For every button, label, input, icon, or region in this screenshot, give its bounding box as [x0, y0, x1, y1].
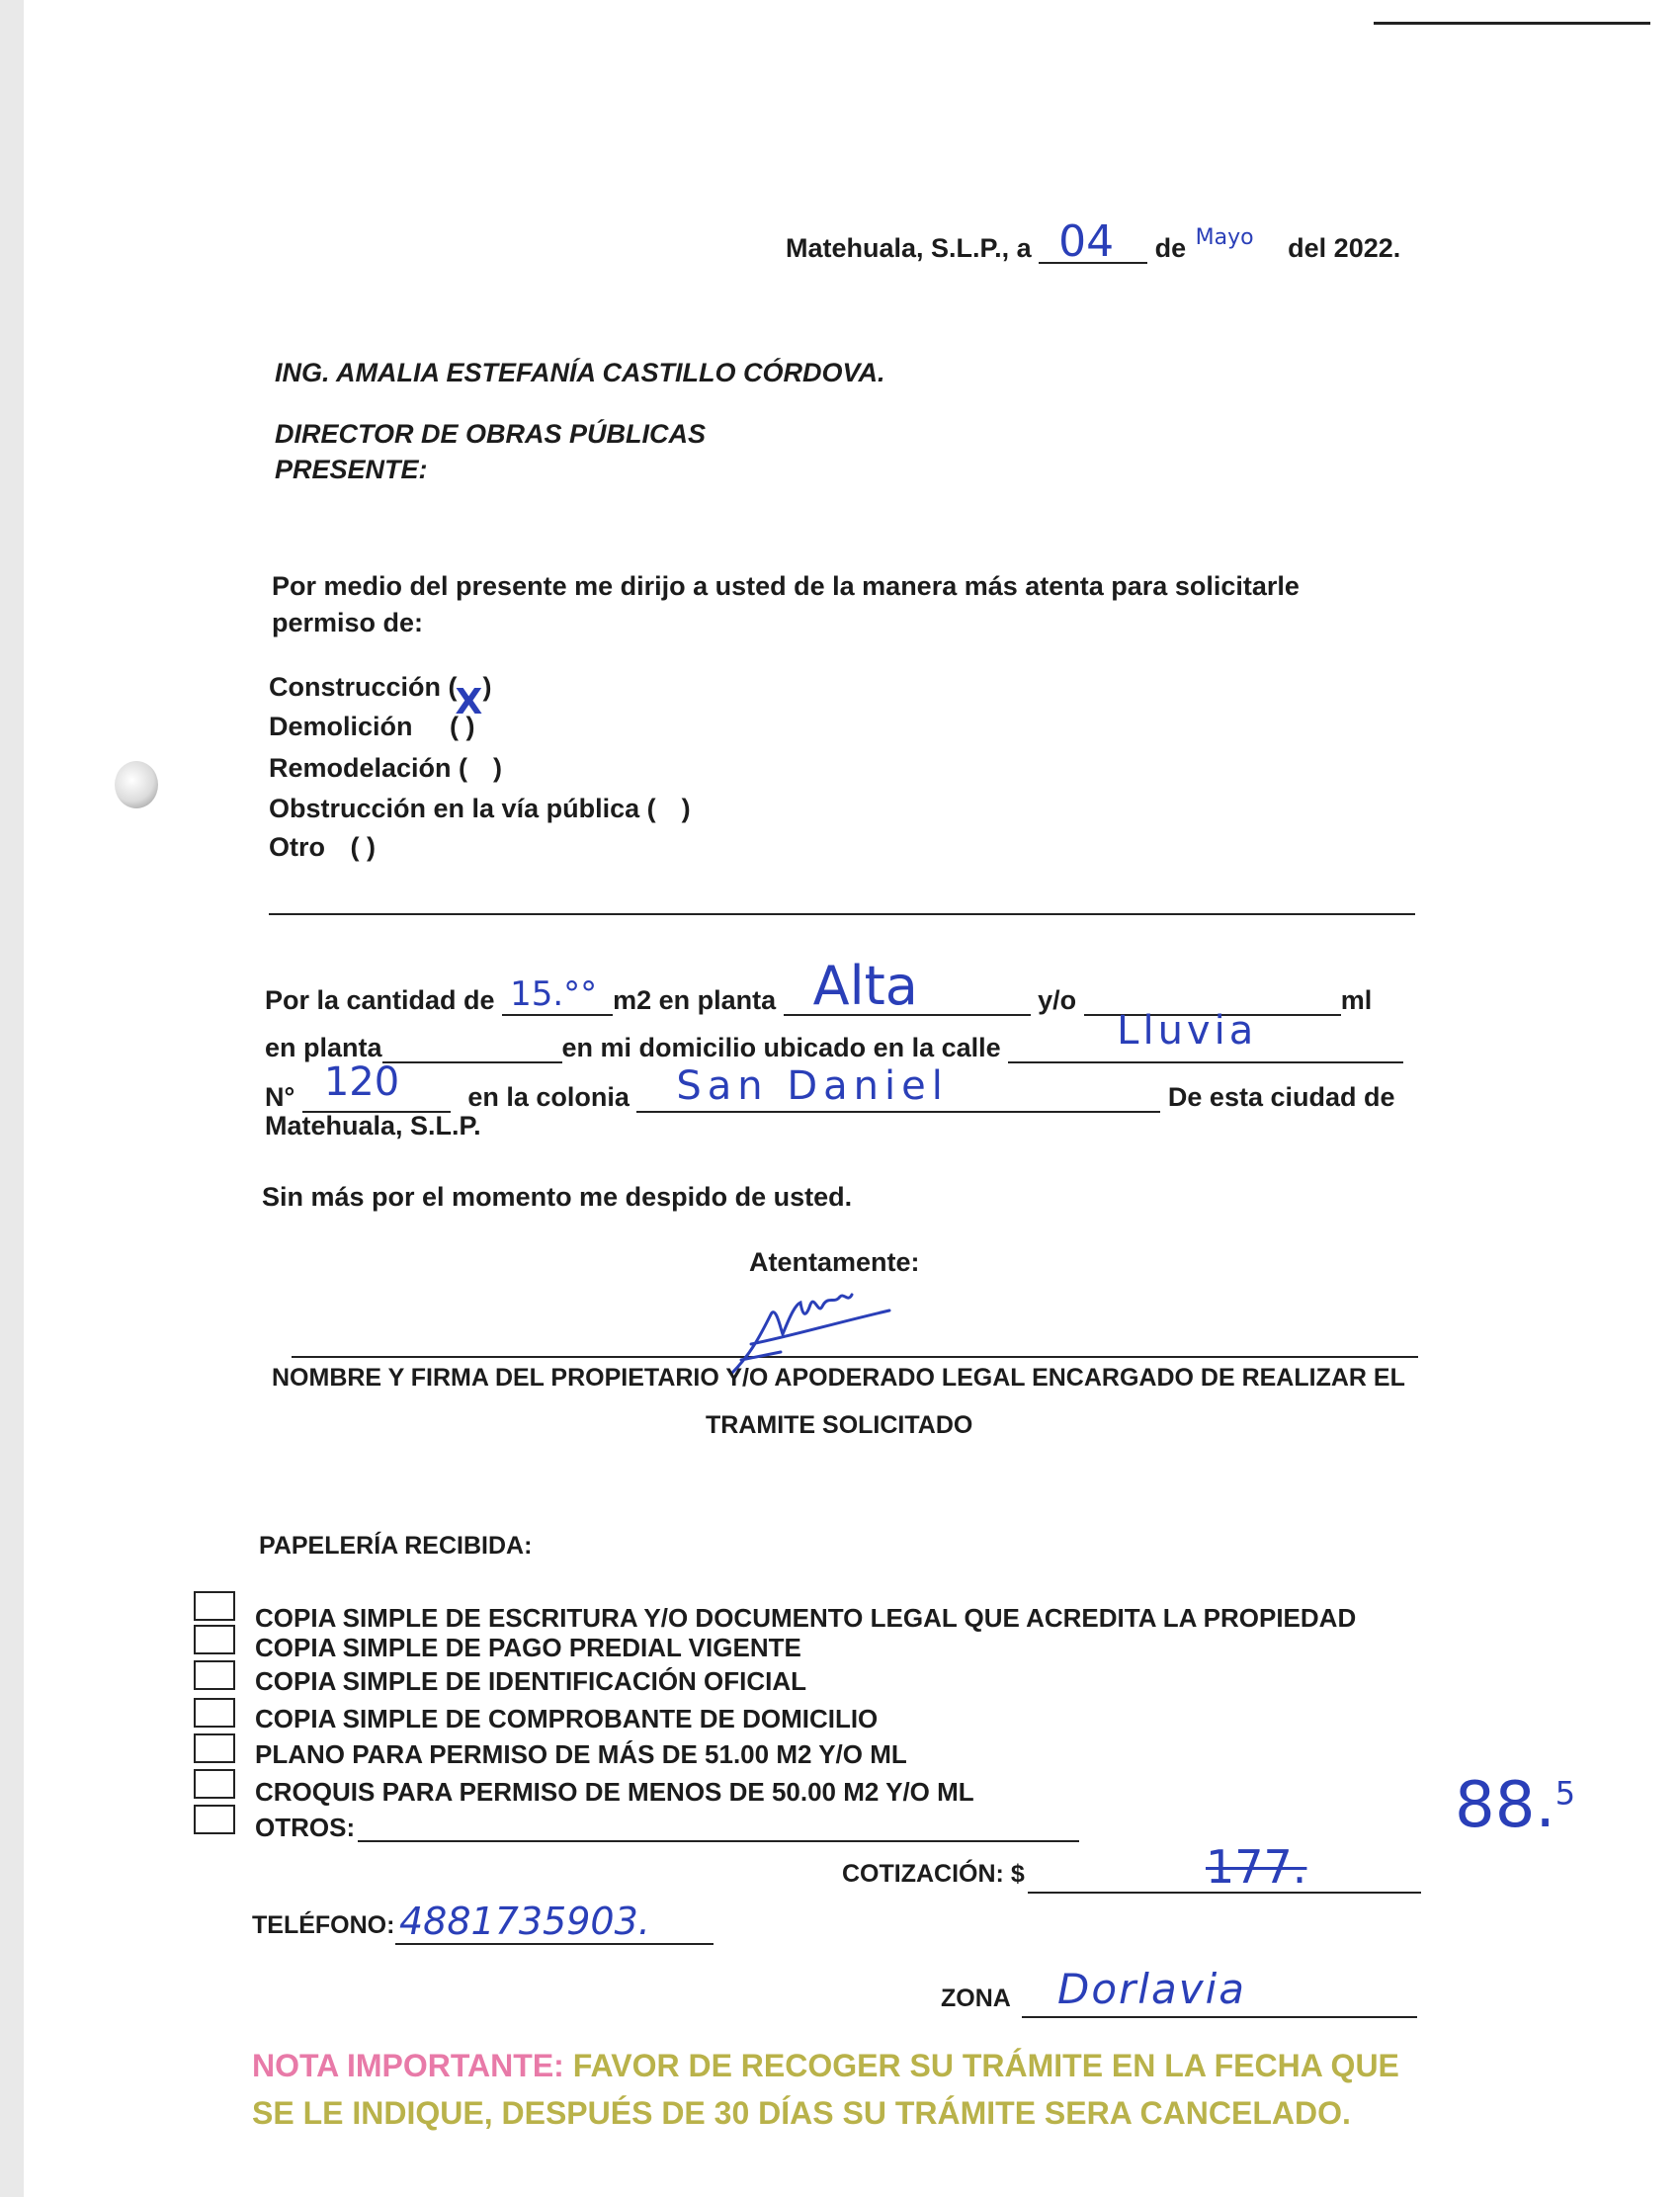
request-line-2: permiso de: [272, 608, 424, 637]
checkbox-escritura[interactable] [194, 1591, 235, 1621]
doc-item-escritura: COPIA SIMPLE DE ESCRITURA Y/O DOCUMENTO LEGAL QUE ACREDITA LA PROPIEDAD [255, 1603, 1357, 1633]
option-remodelacion[interactable] [269, 753, 502, 784]
checkbox-croquis[interactable] [194, 1769, 235, 1799]
doc-item-identificacion: COPIA SIMPLE DE IDENTIFICACIÓN OFICIAL [255, 1666, 807, 1696]
nota-label: NOTA IMPORTANTE: [252, 2048, 564, 2083]
construccion-check-mark: X [455, 682, 483, 722]
zona-label: ZONA [941, 1985, 1011, 2012]
planta-value: Alta [812, 955, 918, 1017]
signature-caption-1: NOMBRE Y FIRMA DEL PROPIETARIO Y/O APODERADO LEGAL ENCARGADO DE REALIZAR EL [272, 1364, 1405, 1392]
top-edge-line [1374, 22, 1650, 25]
option-otro-parens: ( ) [350, 832, 376, 862]
option-otro[interactable] [269, 832, 376, 863]
addressee-presente: PRESENTE: [275, 455, 428, 484]
zona-value: Dorlavia [1057, 1965, 1246, 2013]
doc-item-plano: PLANO PARA PERMISO DE MÁS DE 51.00 M2 Y/O ML [255, 1739, 907, 1769]
cantidad-field[interactable] [502, 974, 613, 1016]
zona-line[interactable] [1022, 2016, 1417, 2018]
month-field[interactable] [1194, 227, 1281, 257]
otro-description-line[interactable] [269, 913, 1415, 915]
domicilio-label: en mi domicilio ubicado en la calle [561, 1033, 1001, 1062]
doc-item-predial: COPIA SIMPLE DE PAGO PREDIAL VIGENTE [255, 1633, 801, 1662]
atentamente-text: Atentamente: [749, 1247, 920, 1277]
checkbox-otros[interactable] [194, 1805, 235, 1834]
day-value: 04 [1058, 216, 1115, 267]
cantidad-value: 15.°° [510, 974, 598, 1014]
nota-text-1: FAVOR DE RECOGER SU TRÁMITE EN LA FECHA QUE [572, 2048, 1399, 2083]
numero-label: N° [265, 1082, 295, 1112]
place-prefix: Matehuala, S.L.P., a [786, 233, 1032, 263]
yo-label: y/o [1038, 985, 1077, 1015]
de-label: de [1154, 233, 1187, 263]
doc-item-otros: OTROS: [255, 1813, 356, 1842]
checkbox-identificacion[interactable] [194, 1660, 235, 1690]
day-field[interactable] [1039, 216, 1147, 267]
cotizacion-value-sup: 5 [1554, 1774, 1576, 1813]
telefono-label: TELÉFONO: [252, 1911, 395, 1939]
ciudad-label: De esta ciudad de [1167, 1082, 1395, 1112]
option-construccion-label: Construcción ( [269, 672, 458, 702]
checkbox-domicilio[interactable] [194, 1698, 235, 1728]
option-construccion[interactable] [269, 672, 492, 722]
ciudad-value: Matehuala, S.L.P. [265, 1111, 481, 1141]
calle-value: Lluvia [1117, 1008, 1258, 1054]
option-otro-label: Otro [269, 832, 325, 862]
doc-item-domicilio: COPIA SIMPLE DE COMPROBANTE DE DOMICILIO [255, 1704, 879, 1733]
numero-value: 120 [323, 1059, 400, 1105]
option-obstruccion-label: Obstrucción en la vía pública ( [269, 794, 656, 823]
punch-hole [115, 761, 158, 808]
cotizacion-label: COTIZACIÓN: $ [842, 1860, 1025, 1888]
doc-item-croquis: CROQUIS PARA PERMISO DE MENOS DE 50.00 M2 Y/O ML [255, 1777, 974, 1807]
calle-field[interactable] [1008, 1008, 1403, 1063]
option-obstruccion[interactable] [269, 794, 691, 824]
planta-field[interactable] [784, 955, 1031, 1017]
signature-caption-2: TRAMITE SOLICITADO [706, 1411, 973, 1439]
date-line [786, 216, 1401, 267]
telefono-value: 4881735903. [399, 1900, 650, 1943]
papeleria-title: PAPELERÍA RECIBIDA: [259, 1532, 533, 1560]
telefono-line[interactable] [395, 1943, 714, 1945]
option-demolicion-parens: ( ) [450, 712, 475, 741]
ml-label: ml [1340, 985, 1373, 1015]
cantidad-label: Por la cantidad de [265, 985, 495, 1015]
addressee-name: ING. AMALIA ESTEFANÍA CASTILLO CÓRDOVA. [275, 358, 885, 387]
option-construccion-close: ) [482, 672, 492, 702]
m2-label: m2 en planta [613, 985, 777, 1015]
month-value: Mayo [1195, 225, 1254, 250]
nota-text-2: SE LE INDIQUE, DESPUÉS DE 30 DÍAS SU TRÁMITE SERA CANCELADO. [252, 2095, 1351, 2131]
numero-line [265, 1059, 1395, 1113]
year-suffix: del 2022. [1288, 233, 1401, 263]
en-planta-label: en planta [265, 1033, 382, 1062]
farewell-text: Sin más por el momento me despido de usted. [262, 1182, 853, 1212]
domicilio-line [265, 1008, 1403, 1063]
addressee-title: DIRECTOR DE OBRAS PÚBLICAS [275, 419, 707, 449]
scan-edge [0, 0, 24, 2197]
cotizacion-value-main: 88. [1455, 1769, 1555, 1842]
option-demolicion-label: Demolición [269, 712, 413, 741]
request-line-1: Por medio del presente me dirijo a usted de la manera más atenta para solicitarle [272, 571, 1300, 601]
option-obstruccion-close: ) [681, 794, 691, 823]
colonia-field[interactable] [636, 1063, 1160, 1113]
cotizacion-value [1455, 1769, 1575, 1842]
cotizacion-struck-value: 177. [1206, 1840, 1307, 1894]
option-remodelacion-close: ) [493, 753, 503, 783]
checkbox-plano[interactable] [194, 1733, 235, 1763]
option-remodelacion-label: Remodelación ( [269, 753, 468, 783]
colonia-label: en la colonia [467, 1082, 630, 1112]
checkbox-predial[interactable] [194, 1625, 235, 1654]
otros-line[interactable] [358, 1840, 1079, 1842]
en-planta-field[interactable] [382, 1028, 562, 1063]
colonia-value: San Daniel [676, 1063, 949, 1109]
nota-line-1 [252, 2048, 1399, 2084]
numero-field[interactable] [302, 1059, 451, 1113]
option-demolicion[interactable] [269, 712, 475, 742]
